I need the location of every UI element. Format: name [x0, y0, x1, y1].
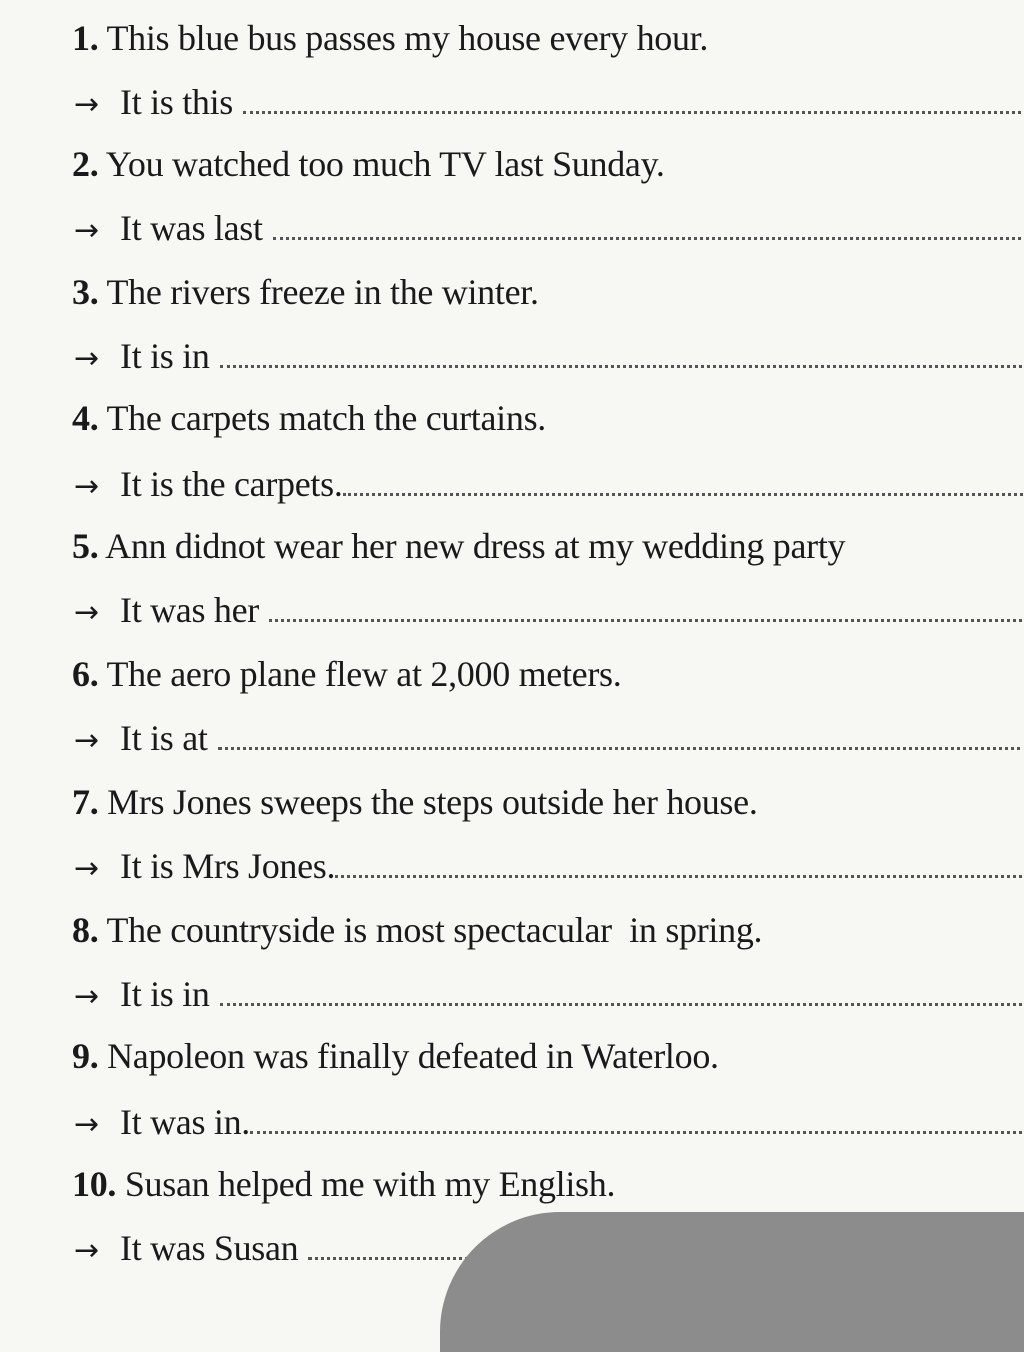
- sentence-text: The carpets match the curtains.: [106, 398, 546, 438]
- exercise-1-answer-line: [74, 82, 1024, 125]
- answer-blank[interactable]: [335, 849, 1024, 878]
- exercise-number: 5.: [72, 526, 99, 566]
- arrow-icon: →: [74, 979, 99, 1014]
- answer-prompt: It was last: [120, 208, 263, 248]
- exercise-5-answer-line: [74, 590, 1024, 633]
- exercise-4-sentence: [72, 398, 546, 438]
- answer-prompt: It was her: [120, 590, 259, 630]
- exercise-number: 10.: [72, 1164, 117, 1204]
- answer-blank[interactable]: [243, 85, 1024, 114]
- answer-blank[interactable]: [273, 211, 1024, 240]
- arrow-icon: →: [74, 1233, 99, 1268]
- answer-blank[interactable]: [218, 721, 1024, 750]
- exercise-10-sentence: [72, 1164, 615, 1204]
- answer-blank[interactable]: [250, 1105, 1024, 1134]
- exercise-9-sentence: [72, 1036, 719, 1076]
- exercise-1-sentence: [72, 18, 708, 58]
- answer-prompt: It is at: [120, 718, 208, 758]
- exercise-number: 9.: [72, 1036, 99, 1076]
- exercise-3-sentence: [72, 272, 539, 312]
- exercise-number: 2.: [72, 144, 99, 184]
- exercise-number: 4.: [72, 398, 99, 438]
- answer-prompt: It is Mrs Jones.: [120, 846, 336, 886]
- sentence-text: This blue bus passes my house every hour.: [106, 18, 709, 58]
- exercise-2-answer-line: [74, 208, 1024, 251]
- exercise-number: 3.: [72, 272, 99, 312]
- sentence-text: The aero plane flew at 2,000 meters.: [106, 654, 622, 694]
- arrow-icon: →: [74, 469, 99, 504]
- answer-prompt: It was Susan: [120, 1228, 299, 1268]
- arrow-icon: →: [74, 341, 99, 376]
- exercise-number: 6.: [72, 654, 99, 694]
- exercise-6-sentence: [72, 654, 621, 694]
- arrow-icon: →: [74, 851, 99, 886]
- exercise-2-sentence: [72, 144, 665, 184]
- overlay-shape: [440, 1212, 1024, 1352]
- exercise-7-answer-line: [74, 846, 1024, 889]
- arrow-icon: →: [74, 595, 99, 630]
- exercise-number: 1.: [72, 18, 99, 58]
- answer-prompt: It is in: [120, 336, 210, 376]
- sentence-text: Napoleon was finally defeated in Waterloo.: [107, 1036, 719, 1076]
- exercise-8-answer-line: [74, 974, 1024, 1017]
- sentence-text: You watched too much TV last Sunday.: [105, 144, 665, 184]
- exercise-5-sentence: [72, 526, 845, 566]
- answer-prompt: It is in: [120, 974, 210, 1014]
- sentence-text: Mrs Jones sweeps the steps outside her house.: [107, 782, 758, 822]
- answer-blank[interactable]: [343, 467, 1024, 496]
- arrow-icon: →: [74, 723, 99, 758]
- sentence-text: The countryside is most spectacular in spring.: [106, 910, 763, 950]
- answer-prompt: It is the carpets.: [120, 464, 343, 504]
- sentence-text: Susan helped me with my English.: [124, 1164, 616, 1204]
- arrow-icon: →: [74, 213, 99, 248]
- answer-blank[interactable]: [220, 339, 1024, 368]
- exercise-3-answer-line: [74, 336, 1024, 379]
- exercise-6-answer-line: [74, 718, 1024, 761]
- exercise-7-sentence: [72, 782, 758, 822]
- arrow-icon: →: [74, 1107, 99, 1142]
- answer-blank[interactable]: [220, 977, 1024, 1006]
- exercise-number: 8.: [72, 910, 99, 950]
- exercise-4-answer-line: [74, 464, 1024, 507]
- arrow-icon: →: [74, 87, 99, 122]
- answer-prompt: It was in.: [120, 1102, 250, 1142]
- answer-blank[interactable]: [269, 593, 1024, 622]
- sentence-text: Ann didnot wear her new dress at my wedding party: [105, 526, 846, 566]
- exercise-8-sentence: [72, 910, 762, 950]
- sentence-text: The rivers freeze in the winter.: [106, 272, 539, 312]
- exercise-9-answer-line: [74, 1102, 1024, 1145]
- answer-prompt: It is this: [120, 82, 234, 122]
- exercise-number: 7.: [72, 782, 99, 822]
